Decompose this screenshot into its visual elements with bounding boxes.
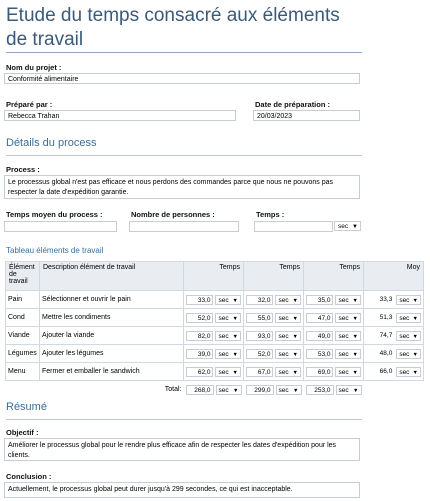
unit-value: sec	[278, 368, 289, 376]
title-divider	[6, 52, 362, 53]
unit-value: sec	[218, 350, 229, 358]
chevron-down-icon: ▼	[232, 351, 238, 358]
header-time-2: Temps	[244, 262, 304, 291]
conclusion-field[interactable]: Actuellement, le processus global peut durer jusqu'à 299 secondes, ce qui est inacceptable.	[4, 482, 360, 498]
unit-value: sec	[278, 350, 289, 358]
chevron-down-icon: ▼	[293, 387, 299, 394]
total-time-3: 253,0	[306, 385, 334, 395]
time-label: Temps :	[256, 210, 285, 219]
chevron-down-icon: ▼	[292, 315, 298, 322]
unit-select[interactable]	[215, 367, 241, 377]
process-section-divider	[6, 155, 362, 156]
average-value: 74,7	[379, 331, 393, 339]
project-label: Nom du projet :	[6, 63, 62, 72]
unit-select[interactable]	[215, 349, 241, 359]
unit-select[interactable]	[396, 295, 421, 305]
header-time-1: Temps	[184, 262, 244, 291]
unit-select[interactable]	[335, 331, 361, 341]
unit-select[interactable]	[216, 385, 242, 395]
objective-field[interactable]: Améliorer le processus global pour le rendre plus efficace afin de respecter les dates d'expédition pour les clients.	[4, 438, 360, 461]
time-1-input[interactable]: 52,0	[186, 313, 213, 323]
table-row	[6, 291, 424, 309]
description-cell[interactable]: Fermer et emballer le sandwich	[40, 363, 184, 381]
unit-value: sec	[218, 368, 229, 376]
unit-value: sec	[278, 332, 289, 340]
header-element: Élément de travail	[6, 262, 40, 291]
unit-select[interactable]	[396, 367, 421, 377]
unit-select[interactable]	[275, 331, 301, 341]
chevron-down-icon: ▼	[352, 369, 358, 376]
unit-value: sec	[399, 368, 410, 376]
chevron-down-icon: ▼	[412, 297, 418, 304]
average-value: 33,3	[379, 295, 393, 303]
element-cell[interactable]: Légumes	[6, 345, 40, 363]
unit-value: sec	[338, 296, 349, 304]
unit-value: sec	[399, 314, 410, 322]
unit-select[interactable]	[215, 331, 241, 341]
chevron-down-icon: ▼	[352, 315, 358, 322]
total-time-2: 299,0	[246, 385, 274, 395]
total-row	[6, 381, 424, 399]
unit-select[interactable]	[396, 349, 421, 359]
people-label: Nombre de personnes :	[131, 210, 215, 219]
unit-value: sec	[399, 296, 410, 304]
header-description: Description élément de travail	[40, 262, 184, 291]
description-cell[interactable]: Ajouter la viande	[40, 327, 184, 345]
unit-value: sec	[399, 350, 410, 358]
process-label: Process :	[6, 165, 40, 174]
unit-select[interactable]	[275, 367, 301, 377]
unit-select[interactable]	[276, 385, 302, 395]
time-2-input[interactable]: 55,0	[246, 313, 273, 323]
time-3-input[interactable]: 47,0	[306, 313, 333, 323]
average-value: 66,0	[379, 367, 393, 375]
project-field[interactable]: Conformité alimentaire	[4, 73, 360, 84]
chevron-down-icon: ▼	[352, 333, 358, 340]
time-unit-select[interactable]	[334, 221, 361, 231]
time-3-input[interactable]: 53,0	[306, 349, 333, 359]
time-2-input[interactable]: 52,0	[246, 349, 273, 359]
chevron-down-icon: ▼	[292, 297, 298, 304]
prep-date-label: Date de préparation :	[255, 100, 331, 109]
element-cell[interactable]: Viande	[6, 327, 40, 345]
element-cell[interactable]: Menu	[6, 363, 40, 381]
chevron-down-icon: ▼	[352, 224, 358, 230]
unit-value: sec	[278, 386, 289, 394]
table-title: Tableau éléments de travail	[6, 246, 104, 255]
total-time-1: 268,0	[186, 385, 214, 395]
unit-value: sec	[399, 332, 410, 340]
chevron-down-icon: ▼	[353, 387, 359, 394]
unit-select[interactable]	[335, 367, 361, 377]
unit-value: sec	[218, 296, 229, 304]
prepared-by-label: Préparé par :	[6, 100, 53, 109]
people-field[interactable]	[129, 221, 239, 232]
chevron-down-icon: ▼	[352, 351, 358, 358]
prepared-by-field[interactable]: Rebecca Trahan	[4, 110, 236, 121]
description-cell[interactable]: Ajouter les légumes	[40, 345, 184, 363]
process-field[interactable]: Le processus global n'est pas efficace et nous perdons des commandes parce que nous ne pouvons pas respecter la date d'expédition garantie.	[4, 175, 360, 199]
table-row	[6, 345, 424, 363]
unit-select[interactable]	[275, 313, 301, 323]
unit-select[interactable]	[336, 385, 362, 395]
chevron-down-icon: ▼	[232, 297, 238, 304]
total-label: Total:	[164, 386, 182, 393]
summary-section-title: Résumé	[6, 401, 47, 413]
chevron-down-icon: ▼	[232, 369, 238, 376]
time-2-input[interactable]: 67,0	[246, 367, 273, 377]
time-1-input[interactable]: 39,0	[186, 349, 213, 359]
summary-section-divider	[6, 419, 362, 420]
chevron-down-icon: ▼	[352, 297, 358, 304]
chevron-down-icon: ▼	[412, 315, 418, 322]
table-row	[6, 327, 424, 345]
header-average: Moy	[364, 262, 424, 291]
time-unit-value: sec	[338, 223, 349, 230]
unit-select[interactable]	[335, 295, 361, 305]
time-3-input[interactable]: 49,0	[306, 331, 333, 341]
chevron-down-icon: ▼	[232, 333, 238, 340]
time-field[interactable]	[254, 221, 333, 232]
avg-time-label: Temps moyen du process :	[6, 210, 103, 219]
element-cell[interactable]: Pain	[6, 291, 40, 309]
process-section-title: Détails du process	[6, 137, 97, 149]
element-cell[interactable]: Cond	[6, 309, 40, 327]
avg-time-field[interactable]	[4, 221, 117, 232]
time-2-input[interactable]: 32,0	[246, 295, 273, 305]
description-cell[interactable]: Mettre les condiments	[40, 309, 184, 327]
average-value: 48,0	[379, 349, 393, 357]
table-row	[6, 309, 424, 327]
unit-value: sec	[218, 314, 229, 322]
unit-value: sec	[218, 386, 229, 394]
unit-select[interactable]	[396, 331, 421, 341]
time-1-input[interactable]: 82,0	[186, 331, 213, 341]
unit-value: sec	[278, 296, 289, 304]
description-cell[interactable]: Sélectionner et ouvrir le pain	[40, 291, 184, 309]
unit-select[interactable]	[215, 295, 241, 305]
chevron-down-icon: ▼	[412, 351, 418, 358]
table-row	[6, 363, 424, 381]
unit-value: sec	[338, 314, 349, 322]
unit-select[interactable]	[215, 313, 241, 323]
chevron-down-icon: ▼	[412, 369, 418, 376]
average-value: 51,3	[379, 313, 393, 321]
time-1-input[interactable]: 33,0	[186, 295, 213, 305]
unit-value: sec	[278, 314, 289, 322]
unit-select[interactable]	[335, 349, 361, 359]
unit-select[interactable]	[396, 313, 421, 323]
unit-select[interactable]	[335, 313, 361, 323]
unit-value: sec	[218, 332, 229, 340]
time-3-input[interactable]: 35,0	[306, 295, 333, 305]
chevron-down-icon: ▼	[412, 333, 418, 340]
time-3-input[interactable]: 69,0	[306, 367, 333, 377]
unit-value: sec	[338, 386, 349, 394]
chevron-down-icon: ▼	[233, 387, 239, 394]
prep-date-field[interactable]: 20/03/2023	[253, 110, 360, 121]
chevron-down-icon: ▼	[292, 369, 298, 376]
unit-value: sec	[338, 332, 349, 340]
work-elements-table	[5, 261, 424, 398]
page-title: Etude du temps consacré aux éléments de travail	[6, 5, 340, 50]
chevron-down-icon: ▼	[232, 315, 238, 322]
time-2-input[interactable]: 93,0	[246, 331, 273, 341]
chevron-down-icon: ▼	[292, 351, 298, 358]
objective-label: Objectif :	[6, 428, 39, 437]
time-1-input[interactable]: 62,0	[186, 367, 213, 377]
conclusion-label: Conclusion :	[6, 472, 52, 481]
chevron-down-icon: ▼	[292, 333, 298, 340]
unit-value: sec	[338, 368, 349, 376]
unit-select[interactable]	[275, 295, 301, 305]
unit-value: sec	[338, 350, 349, 358]
header-time-3: Temps	[304, 262, 364, 291]
unit-select[interactable]	[275, 349, 301, 359]
